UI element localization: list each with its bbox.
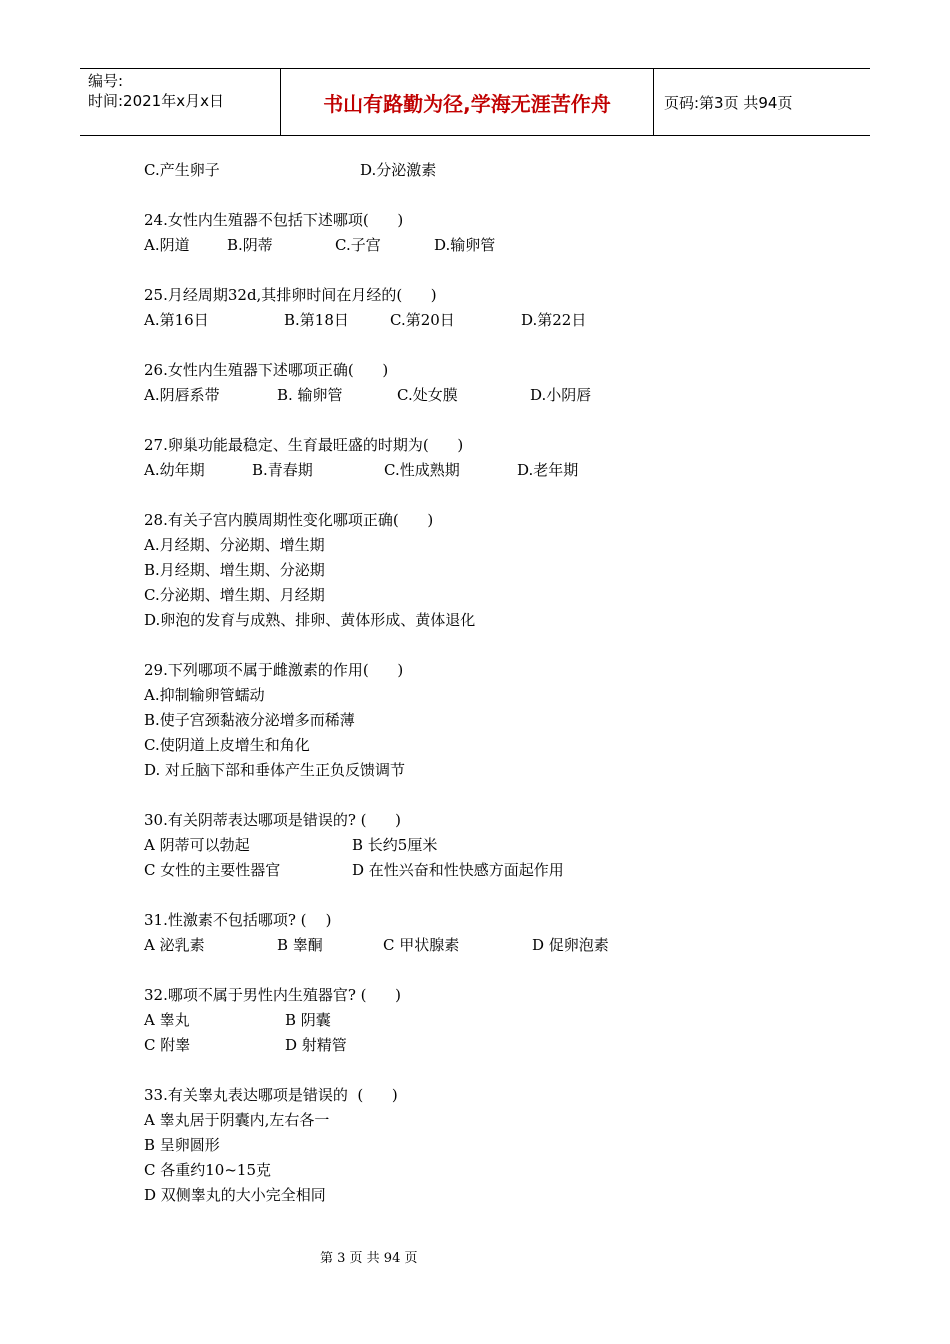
question-block bbox=[144, 333, 844, 408]
spacer bbox=[144, 958, 844, 983]
question-title: 30.有关阴蒂表达哪项是错误的? ( ) bbox=[144, 811, 401, 829]
question-title: 28.有关子宫内膜周期性变化哪项正确( ) bbox=[144, 511, 434, 529]
header-page-label: 页码:第3页 共94页 bbox=[664, 93, 793, 112]
answer-option: B 呈卵圆形 bbox=[144, 1136, 220, 1154]
answer-option: B.月经期、增生期、分泌期 bbox=[144, 561, 325, 579]
answer-option: A.阴道 bbox=[144, 236, 190, 254]
answer-option: D.老年期 bbox=[517, 461, 579, 479]
answer-option: D 促卵泡素 bbox=[532, 936, 609, 954]
answer-option: A.幼年期 bbox=[144, 461, 205, 479]
answer-option: A.阴唇系带 bbox=[144, 386, 220, 404]
question-title: 32.哪项不属于男性内生殖器官? ( ) bbox=[144, 986, 401, 1004]
answer-option: C 甲状腺素 bbox=[383, 936, 460, 954]
option-row bbox=[144, 308, 844, 333]
option-row bbox=[144, 158, 844, 183]
answer-option: D 双侧睾丸的大小完全相同 bbox=[144, 1186, 326, 1204]
answer-option: B. 输卵管 bbox=[277, 386, 343, 404]
question-block bbox=[144, 783, 844, 883]
spacer bbox=[144, 783, 844, 808]
page-header bbox=[80, 68, 870, 136]
option-row bbox=[144, 383, 844, 408]
question-title: 24.女性内生殖器不包括下述哪项( ) bbox=[144, 211, 404, 229]
answer-option: C.第20日 bbox=[390, 311, 455, 329]
answer-option: C 附睾 bbox=[144, 1036, 191, 1054]
spacer bbox=[144, 333, 844, 358]
spacer bbox=[144, 183, 844, 208]
answer-option: B.第18日 bbox=[284, 311, 349, 329]
answer-option: A 睾丸居于阴囊内,左右各一 bbox=[144, 1111, 330, 1129]
question-title: 31.性激素不包括哪项? ( ) bbox=[144, 911, 332, 929]
answer-option: B.阴蒂 bbox=[227, 236, 273, 254]
answer-option: D 在性兴奋和性快感方面起作用 bbox=[352, 861, 564, 879]
footer-page-number: 第 3 页 共 94 页 bbox=[320, 1251, 418, 1266]
answer-option: D 射精管 bbox=[285, 1036, 347, 1054]
answer-option: B.使子宫颈黏液分泌增多而稀薄 bbox=[144, 711, 355, 729]
answer-option: A 泌乳素 bbox=[144, 936, 205, 954]
header-meta bbox=[80, 69, 281, 135]
option-row bbox=[144, 1008, 844, 1033]
header-motto: 书山有路勤为径,学海无涯苦作舟 bbox=[281, 69, 654, 135]
answer-option: D. 对丘脑下部和垂体产生正负反馈调节 bbox=[144, 761, 406, 779]
question-block bbox=[144, 633, 844, 783]
answer-option: D.输卵管 bbox=[434, 236, 496, 254]
option-row bbox=[144, 858, 844, 883]
question-title: 26.女性内生殖器下述哪项正确( ) bbox=[144, 361, 389, 379]
question-block bbox=[144, 158, 844, 183]
answer-option: D.卵泡的发育与成熟、排卵、黄体形成、黄体退化 bbox=[144, 611, 476, 629]
answer-option: A.第16日 bbox=[144, 311, 209, 329]
question-title: 29.下列哪项不属于雌激素的作用( ) bbox=[144, 661, 404, 679]
number-label: 编号: bbox=[88, 72, 124, 90]
question-list bbox=[144, 158, 844, 1208]
option-row bbox=[144, 933, 844, 958]
answer-option: B 长约5厘米 bbox=[352, 836, 438, 854]
spacer bbox=[144, 633, 844, 658]
question-block bbox=[144, 183, 844, 258]
answer-option: C.性成熟期 bbox=[384, 461, 460, 479]
answer-option: C 各重约10~15克 bbox=[144, 1161, 271, 1179]
question-block bbox=[144, 883, 844, 958]
question-block bbox=[144, 408, 844, 483]
answer-option: C.使阴道上皮增生和角化 bbox=[144, 736, 310, 754]
answer-option: A.抑制输卵管蠕动 bbox=[144, 686, 265, 704]
question-block bbox=[144, 483, 844, 633]
date-label: 时间:2021年x月x日 bbox=[88, 92, 224, 110]
answer-option: C.处女膜 bbox=[397, 386, 458, 404]
answer-option: B 阴囊 bbox=[285, 1011, 331, 1029]
option-row bbox=[144, 458, 844, 483]
answer-option: C.子宫 bbox=[335, 236, 381, 254]
option-row bbox=[144, 1033, 844, 1058]
answer-option: D.小阴唇 bbox=[530, 386, 592, 404]
question-block bbox=[144, 258, 844, 333]
question-title: 27.卵巢功能最稳定、生育最旺盛的时期为( ) bbox=[144, 436, 464, 454]
spacer bbox=[144, 483, 844, 508]
question-title: 33.有关睾丸表达哪项是错误的 ( ) bbox=[144, 1086, 398, 1104]
question-title: 25.月经周期32d,其排卵时间在月经的( ) bbox=[144, 286, 437, 304]
answer-option: A.月经期、分泌期、增生期 bbox=[144, 536, 325, 554]
question-block bbox=[144, 1058, 844, 1208]
answer-option: C.分泌期、增生期、月经期 bbox=[144, 586, 325, 604]
spacer bbox=[144, 1058, 844, 1083]
answer-option: A 睾丸 bbox=[144, 1011, 190, 1029]
option-row bbox=[144, 233, 844, 258]
spacer bbox=[144, 258, 844, 283]
answer-option: B 睾酮 bbox=[277, 936, 323, 954]
question-block bbox=[144, 958, 844, 1058]
spacer bbox=[144, 883, 844, 908]
answer-option: C.产生卵子 bbox=[144, 161, 220, 179]
option-row bbox=[144, 833, 844, 858]
answer-option: A 阴蒂可以勃起 bbox=[144, 836, 250, 854]
answer-option: C 女性的主要性器官 bbox=[144, 861, 281, 879]
answer-option: D.第22日 bbox=[521, 311, 587, 329]
spacer bbox=[144, 408, 844, 433]
answer-option: B.青春期 bbox=[252, 461, 313, 479]
answer-option: D.分泌激素 bbox=[360, 161, 437, 179]
